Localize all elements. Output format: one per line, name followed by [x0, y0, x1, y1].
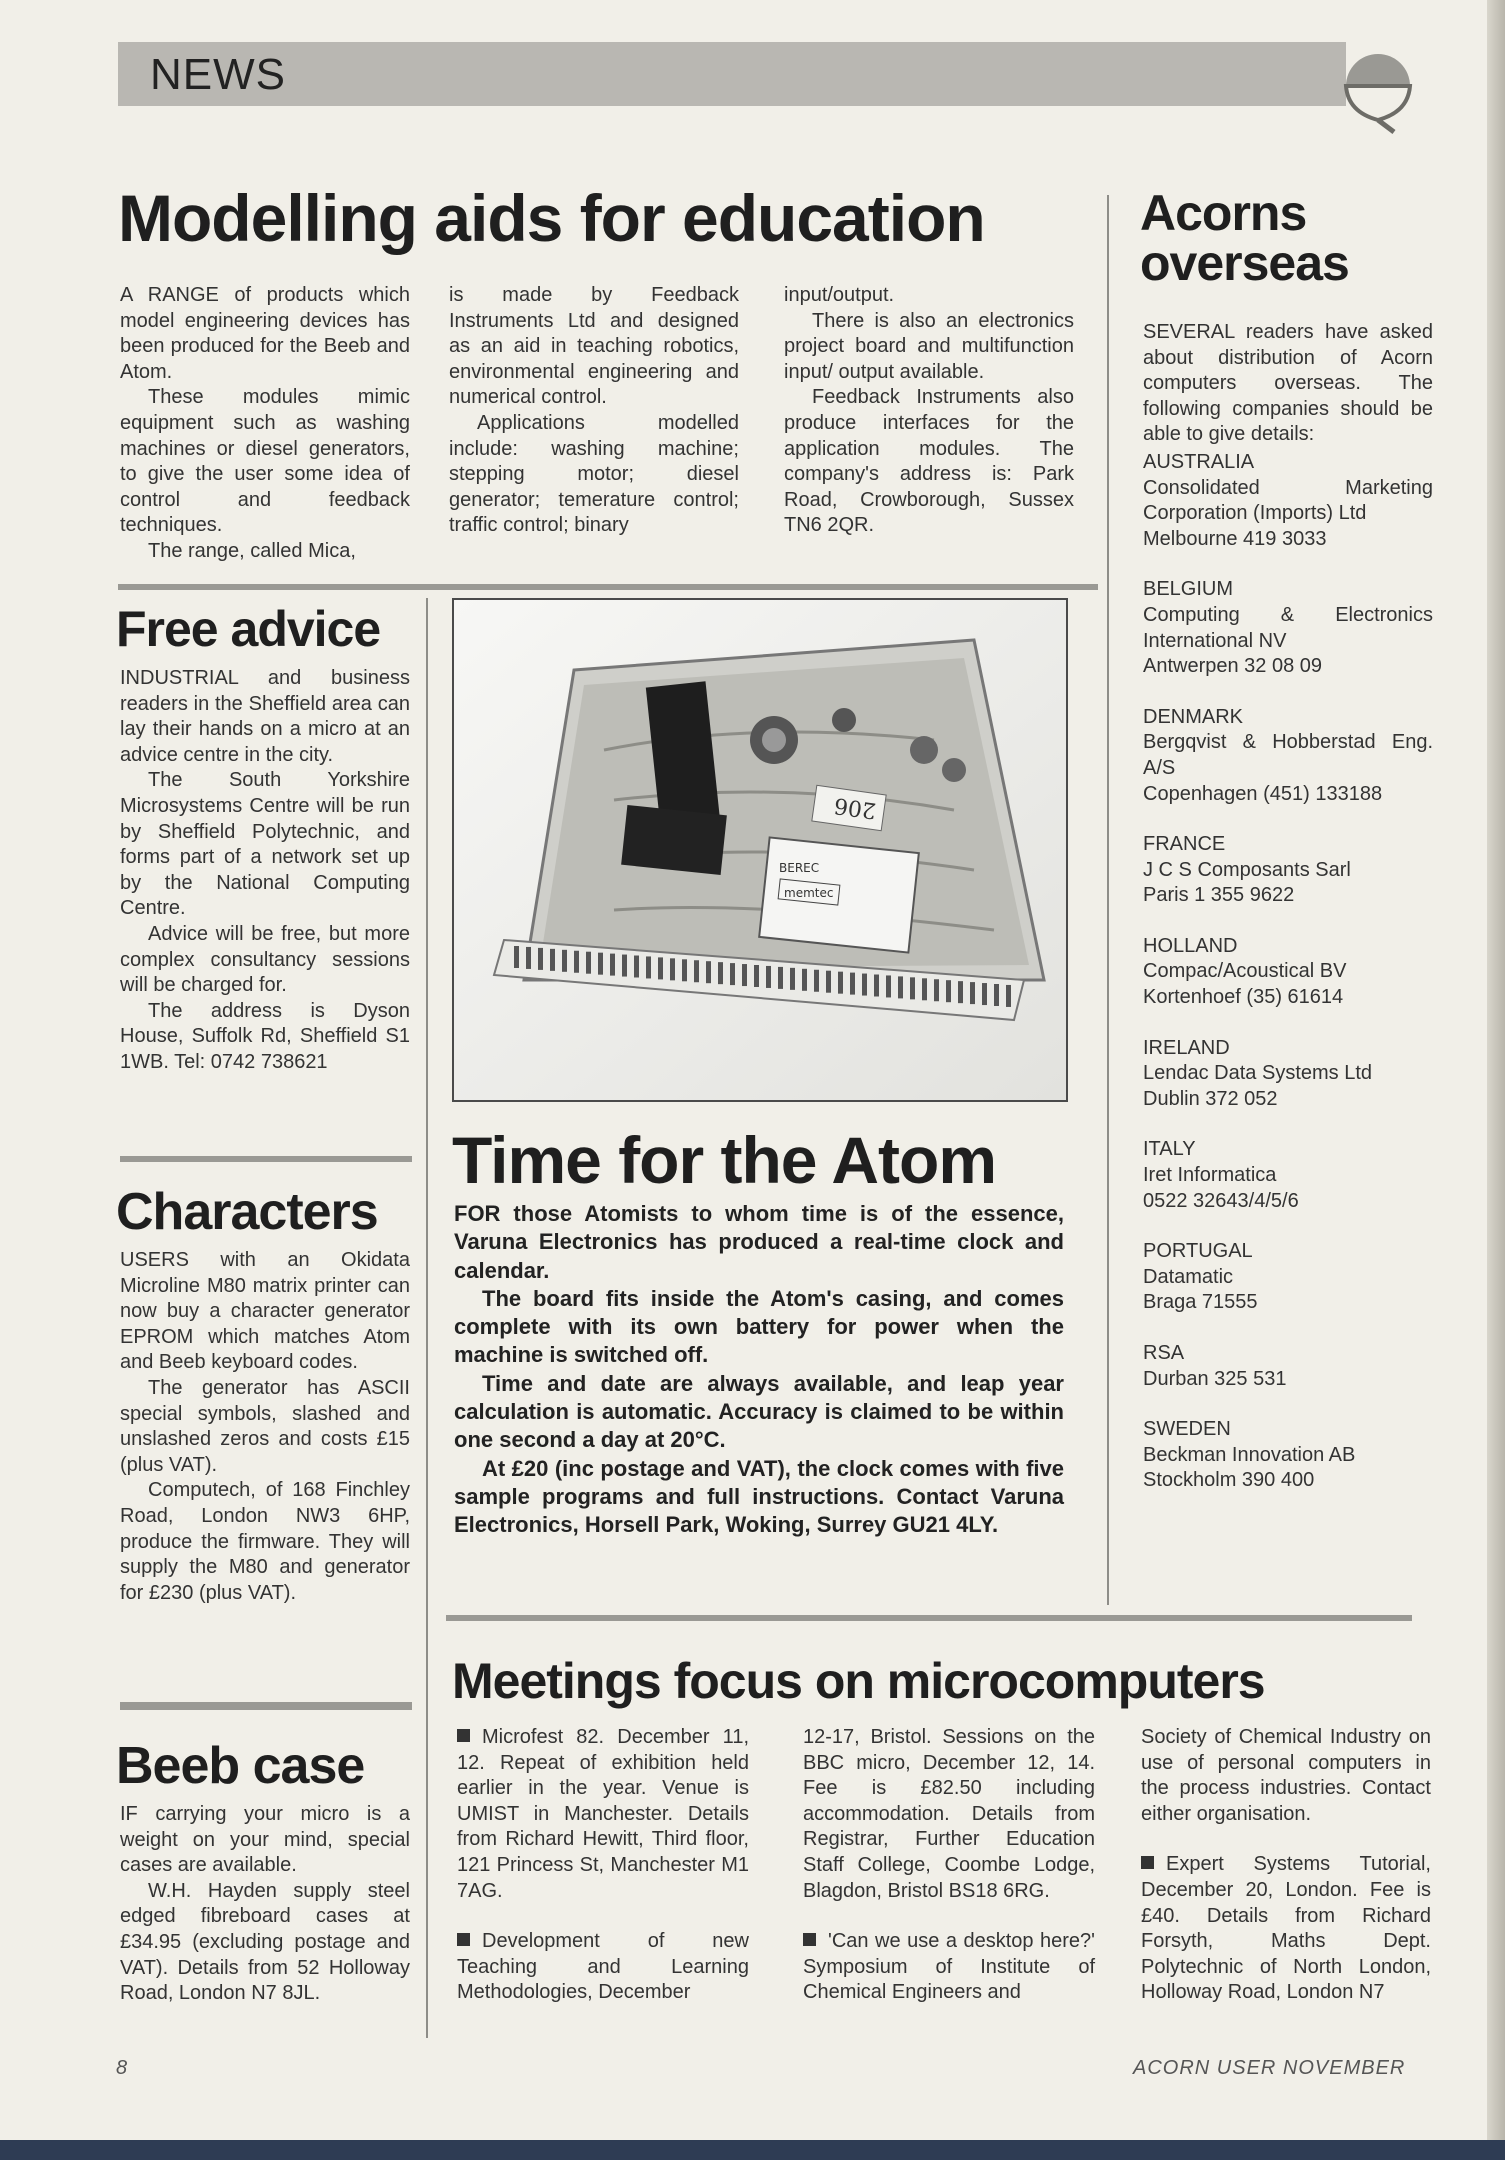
- section-rule: [118, 584, 1098, 590]
- connector-pin: [562, 950, 567, 972]
- characters-column: [120, 1248, 410, 1606]
- distributor-entry: [1143, 1137, 1433, 1214]
- paragraph: INDUSTRIAL and business readers in the Sheffield area can lay their hands on a micro at an advice centre in the city.: [120, 667, 410, 766]
- connector-pin: [550, 949, 555, 971]
- distributor-detail: Datamatic: [1143, 1265, 1234, 1288]
- section-rule: [120, 1156, 412, 1162]
- distributor-entry: [1143, 934, 1433, 1011]
- connector-pin: [658, 957, 663, 979]
- connector-pin: [970, 982, 975, 1004]
- meeting-item: [803, 1725, 1095, 1904]
- paragraph: is made by Feedback Instruments Ltd and designed as an aid in teaching robotics, environmental engineering and numerical control.: [449, 284, 739, 409]
- section-rule: [446, 1615, 1412, 1621]
- paragraph: A RANGE of products which model engineering devices has been produced for the Beeb and Atom.: [120, 284, 410, 383]
- distributor-country: BELGIUM: [1143, 578, 1234, 601]
- distributor-list: [1143, 450, 1433, 1494]
- connector-pin: [814, 970, 819, 992]
- beeb-case-column: [120, 1802, 410, 2007]
- connector-pin: [1006, 985, 1011, 1007]
- free-advice-headline: Free advice: [116, 601, 381, 657]
- modelling-col-1: [120, 283, 410, 565]
- connector-pin: [742, 964, 747, 986]
- paragraph: Time and date are always available, and leap year calculation is automatic. Accuracy is claimed to be within one second a day at 20°C.: [454, 1370, 1064, 1453]
- paragraph: Feedback Instruments also produce interfaces for the application modules. The company's address is: Park Road, Crowborough, Sussex TN6 2QR.: [784, 386, 1074, 537]
- distributor-country: HOLLAND: [1143, 934, 1238, 957]
- meeting-item: [457, 1929, 749, 2006]
- connector-pin: [886, 975, 891, 997]
- board-label-text: 206: [832, 792, 878, 823]
- connector-pin: [694, 960, 699, 982]
- battery-brand-text: BEREC: [779, 861, 820, 875]
- connector-pin: [994, 984, 999, 1006]
- paragraph: USERS with an Okidata Microline M80 matrix printer can now buy a character generator EPROM which matches Atom and Beeb keyboard codes.: [120, 1249, 410, 1374]
- distributor-entry: [1143, 577, 1433, 679]
- paragraph: The range, called Mica,: [148, 539, 356, 562]
- scan-bottom-band: [0, 2140, 1505, 2160]
- distributor-entry: [1143, 832, 1433, 909]
- publication-footer: ACORN USER NOVEMBER: [1133, 2057, 1406, 2079]
- meeting-item: [1141, 1852, 1431, 2006]
- paragraph: input/output.: [784, 284, 895, 306]
- meetings-headline: Meetings focus on microcomputers: [452, 1653, 1265, 1709]
- paragraph: There is also an electronics project board and multifunction input/ output available.: [784, 309, 1074, 383]
- distributor-country: SWEDEN: [1143, 1418, 1231, 1441]
- section-label: NEWS: [150, 50, 286, 99]
- connector-pin: [790, 968, 795, 990]
- modelling-col-3: [784, 283, 1074, 539]
- distributor-detail: Dublin 372 052: [1143, 1087, 1278, 1110]
- connector-pin: [946, 980, 951, 1002]
- connector-pin: [754, 965, 759, 987]
- distributor-entry: [1143, 1417, 1433, 1494]
- distributor-detail: Antwerpen 32 08 09: [1143, 655, 1323, 678]
- distributor-entry: [1143, 1239, 1433, 1316]
- distributor-detail: 0522 32643/4/5/6: [1143, 1189, 1299, 1212]
- acorn-logo-icon: [1338, 24, 1418, 136]
- distributor-detail: Compac/Acoustical BV: [1143, 960, 1347, 983]
- distributor-detail: Melbourne 419 3033: [1143, 527, 1327, 550]
- distributor-detail: Kortenhoef (35) 61614: [1143, 986, 1344, 1009]
- connector-pin: [514, 946, 519, 968]
- distributor-country: DENMARK: [1143, 705, 1244, 728]
- connector-pin: [634, 956, 639, 978]
- distributor-detail: Durban 325 531: [1143, 1367, 1287, 1390]
- paragraph: W.H. Hayden supply steel edged fibreboard cases at £34.95 (excluding postage and VAT). Details from 52 Holloway Road, London N7 8JL.: [120, 1879, 410, 2005]
- page-edge: [1487, 0, 1505, 2160]
- battery-label-text: memtec: [784, 886, 834, 900]
- distributor-detail: Beckman Innovation AB: [1143, 1443, 1356, 1466]
- distributor-detail: Braga 71555: [1143, 1291, 1258, 1314]
- connector-pin: [934, 979, 939, 1001]
- modelling-headline: Modelling aids for education: [118, 181, 985, 255]
- acorns-intro: SEVERAL readers have asked about distribution of Acorn computers overseas. The following companies should be able to give details:: [1143, 321, 1433, 446]
- distributor-country: FRANCE: [1143, 833, 1226, 856]
- distributor-detail: Copenhagen (451) 133188: [1143, 782, 1383, 805]
- paragraph: The address is Dyson House, Suffolk Rd, Sheffield S1 1WB. Tel: 0742 738621: [120, 999, 410, 1073]
- distributor-country: PORTUGAL: [1143, 1240, 1253, 1263]
- distributor-detail: Stockholm 390 400: [1143, 1469, 1315, 1492]
- connector-pin: [850, 973, 855, 995]
- paragraph: Computech, of 168 Finchley Road, London NW3 6HP, produce the firmware. They will supply the M80 and generator for £230 (plus VAT).: [120, 1479, 410, 1604]
- distributor-detail: Lendac Data Systems Ltd: [1143, 1062, 1373, 1085]
- column-divider: [1107, 195, 1109, 1605]
- connector-pin: [922, 978, 927, 1000]
- paragraph: The South Yorkshire Microsystems Centre will be run by Sheffield Polytechnic, and forms part of a network set up by the National Computing Centre.: [120, 769, 410, 920]
- connector-pin: [802, 969, 807, 991]
- paragraph: These modules mimic equipment such as washing machines or diesel generators, to give the user some idea of control and feedback techniques.: [120, 386, 410, 537]
- connector-pin: [586, 952, 591, 974]
- bullet-icon: [1141, 1856, 1154, 1869]
- distributor-entry: [1143, 1341, 1433, 1392]
- connector-pin: [730, 963, 735, 985]
- bullet-icon: [457, 1933, 470, 1946]
- connector-pin: [766, 966, 771, 988]
- news-header-bar: [118, 42, 1346, 106]
- connector-pin: [682, 959, 687, 981]
- distributor-entry: [1143, 450, 1433, 552]
- characters-headline: Characters: [116, 1183, 378, 1241]
- connector-pin: [622, 955, 627, 977]
- meeting-item: [457, 1725, 749, 1904]
- bullet-icon: [457, 1729, 470, 1742]
- meeting-text: Development of new Teaching and Learning Methodologies, December: [457, 1930, 749, 2004]
- connector-pin: [874, 975, 879, 997]
- connector-pin: [538, 948, 543, 970]
- acorns-overseas-headline: Acorns overseas: [1140, 185, 1349, 291]
- time-for-atom-column: [454, 1200, 1064, 1540]
- distributor-detail: Consolidated Marketing Corporation (Imports) Ltd: [1143, 476, 1433, 525]
- paragraph: The board fits inside the Atom's casing, and comes complete with its own battery for power when the machine is switched off.: [454, 1285, 1064, 1368]
- meeting-text: 12-17, Bristol. Sessions on the BBC micro, December 12, 14. Fee is £82.50 including accommodation. Details from Registrar, Further Education Staff College, Coombe Lodge, Blagdon, Bristol BS18 6RG.: [803, 1726, 1095, 1902]
- paragraph: FOR those Atomists to whom time is of the essence, Varuna Electronics has produced a real-time clock and calendar.: [454, 1201, 1064, 1283]
- connector-pin: [862, 974, 867, 996]
- circuit-board-photo: [452, 598, 1068, 1102]
- connector-pin: [670, 958, 675, 980]
- distributor-country: RSA: [1143, 1342, 1185, 1364]
- beeb-case-headline: Beeb case: [116, 1737, 365, 1795]
- connector-pin: [958, 981, 963, 1003]
- distributor-country: IRELAND: [1143, 1036, 1230, 1059]
- time-for-atom-headline: Time for the Atom: [452, 1123, 997, 1197]
- meeting-text: Society of Chemical Industry on use of personal computers in the process industries. Contact either organisation.: [1141, 1726, 1431, 1825]
- meeting-text: 'Can we use a desktop here?' Symposium of Institute of Chemical Engineers and: [803, 1930, 1095, 2004]
- paragraph: IF carrying your micro is a weight on your mind, special cases are available.: [120, 1803, 410, 1877]
- page-number: 8: [116, 2057, 128, 2079]
- distributor-entry: [1143, 705, 1433, 807]
- connector-pin: [526, 947, 531, 969]
- meetings-col-1: [457, 1725, 749, 2031]
- connector-pin: [778, 967, 783, 989]
- connector-pin: [982, 983, 987, 1005]
- meetings-col-2: [803, 1725, 1095, 2031]
- connector-pin: [838, 972, 843, 994]
- circuit-board-image: [454, 600, 1066, 1100]
- connector-pin: [826, 971, 831, 993]
- distributor-country: ITALY: [1143, 1138, 1196, 1161]
- bullet-icon: [803, 1933, 816, 1946]
- paragraph: Advice will be free, but more complex consultancy sessions will be charged for.: [120, 922, 410, 997]
- distributor-detail: Paris 1 355 9622: [1143, 884, 1295, 907]
- connector-pin: [598, 953, 603, 975]
- meeting-item: [803, 1929, 1095, 2006]
- meeting-text: Microfest 82. December 11, 12. Repeat of exhibition held earlier in the year. Venue is UMIST in Manchester. Details from Richard Hewitt, Third floor, 121 Princess St, Manchester M1 7AG.: [457, 1726, 749, 1902]
- connector-pin: [610, 954, 615, 976]
- distributor-country: AUSTRALIA: [1143, 450, 1255, 473]
- connector-pin: [646, 956, 651, 978]
- column-divider: [426, 598, 428, 2038]
- paragraph: The generator has ASCII special symbols, slashed and unslashed zeros and costs £15 (plus VAT).: [120, 1376, 410, 1476]
- connector-pin: [574, 951, 579, 973]
- connector-pin: [898, 976, 903, 998]
- meetings-col-3: [1141, 1725, 1431, 2031]
- connector-pin: [718, 962, 723, 984]
- modelling-col-2: [449, 283, 739, 539]
- meeting-text: Expert Systems Tutorial, December 20, London. Fee is £40. Details from Richard Forsyth, Maths Dept. Polytechnic of North London, Holloway Road, London N7: [1141, 1853, 1431, 2004]
- distributor-detail: Computing & Electronics International NV: [1143, 603, 1433, 652]
- distributor-detail: Bergqvist & Hobberstad Eng. A/S: [1143, 731, 1433, 779]
- free-advice-column: [120, 666, 410, 1076]
- distributor-detail: Iret Informatica: [1143, 1164, 1277, 1187]
- paragraph: At £20 (inc postage and VAT), the clock comes with five sample programs and full instructions. Contact Varuna Electronics, Horsell Park, Woking, Surrey GU21 4LY.: [454, 1455, 1064, 1538]
- paragraph: Applications modelled include: washing machine; stepping motor; diesel generator; temerature control; traffic control; binary: [449, 411, 739, 537]
- connector-pin: [706, 961, 711, 983]
- distributor-entry: [1143, 1036, 1433, 1113]
- meeting-item: [1141, 1725, 1431, 1827]
- connector-pin: [910, 977, 915, 999]
- section-rule: [120, 1702, 412, 1710]
- acorns-overseas-column: [1143, 320, 1433, 1519]
- distributor-detail: J C S Composants Sarl: [1143, 858, 1351, 881]
